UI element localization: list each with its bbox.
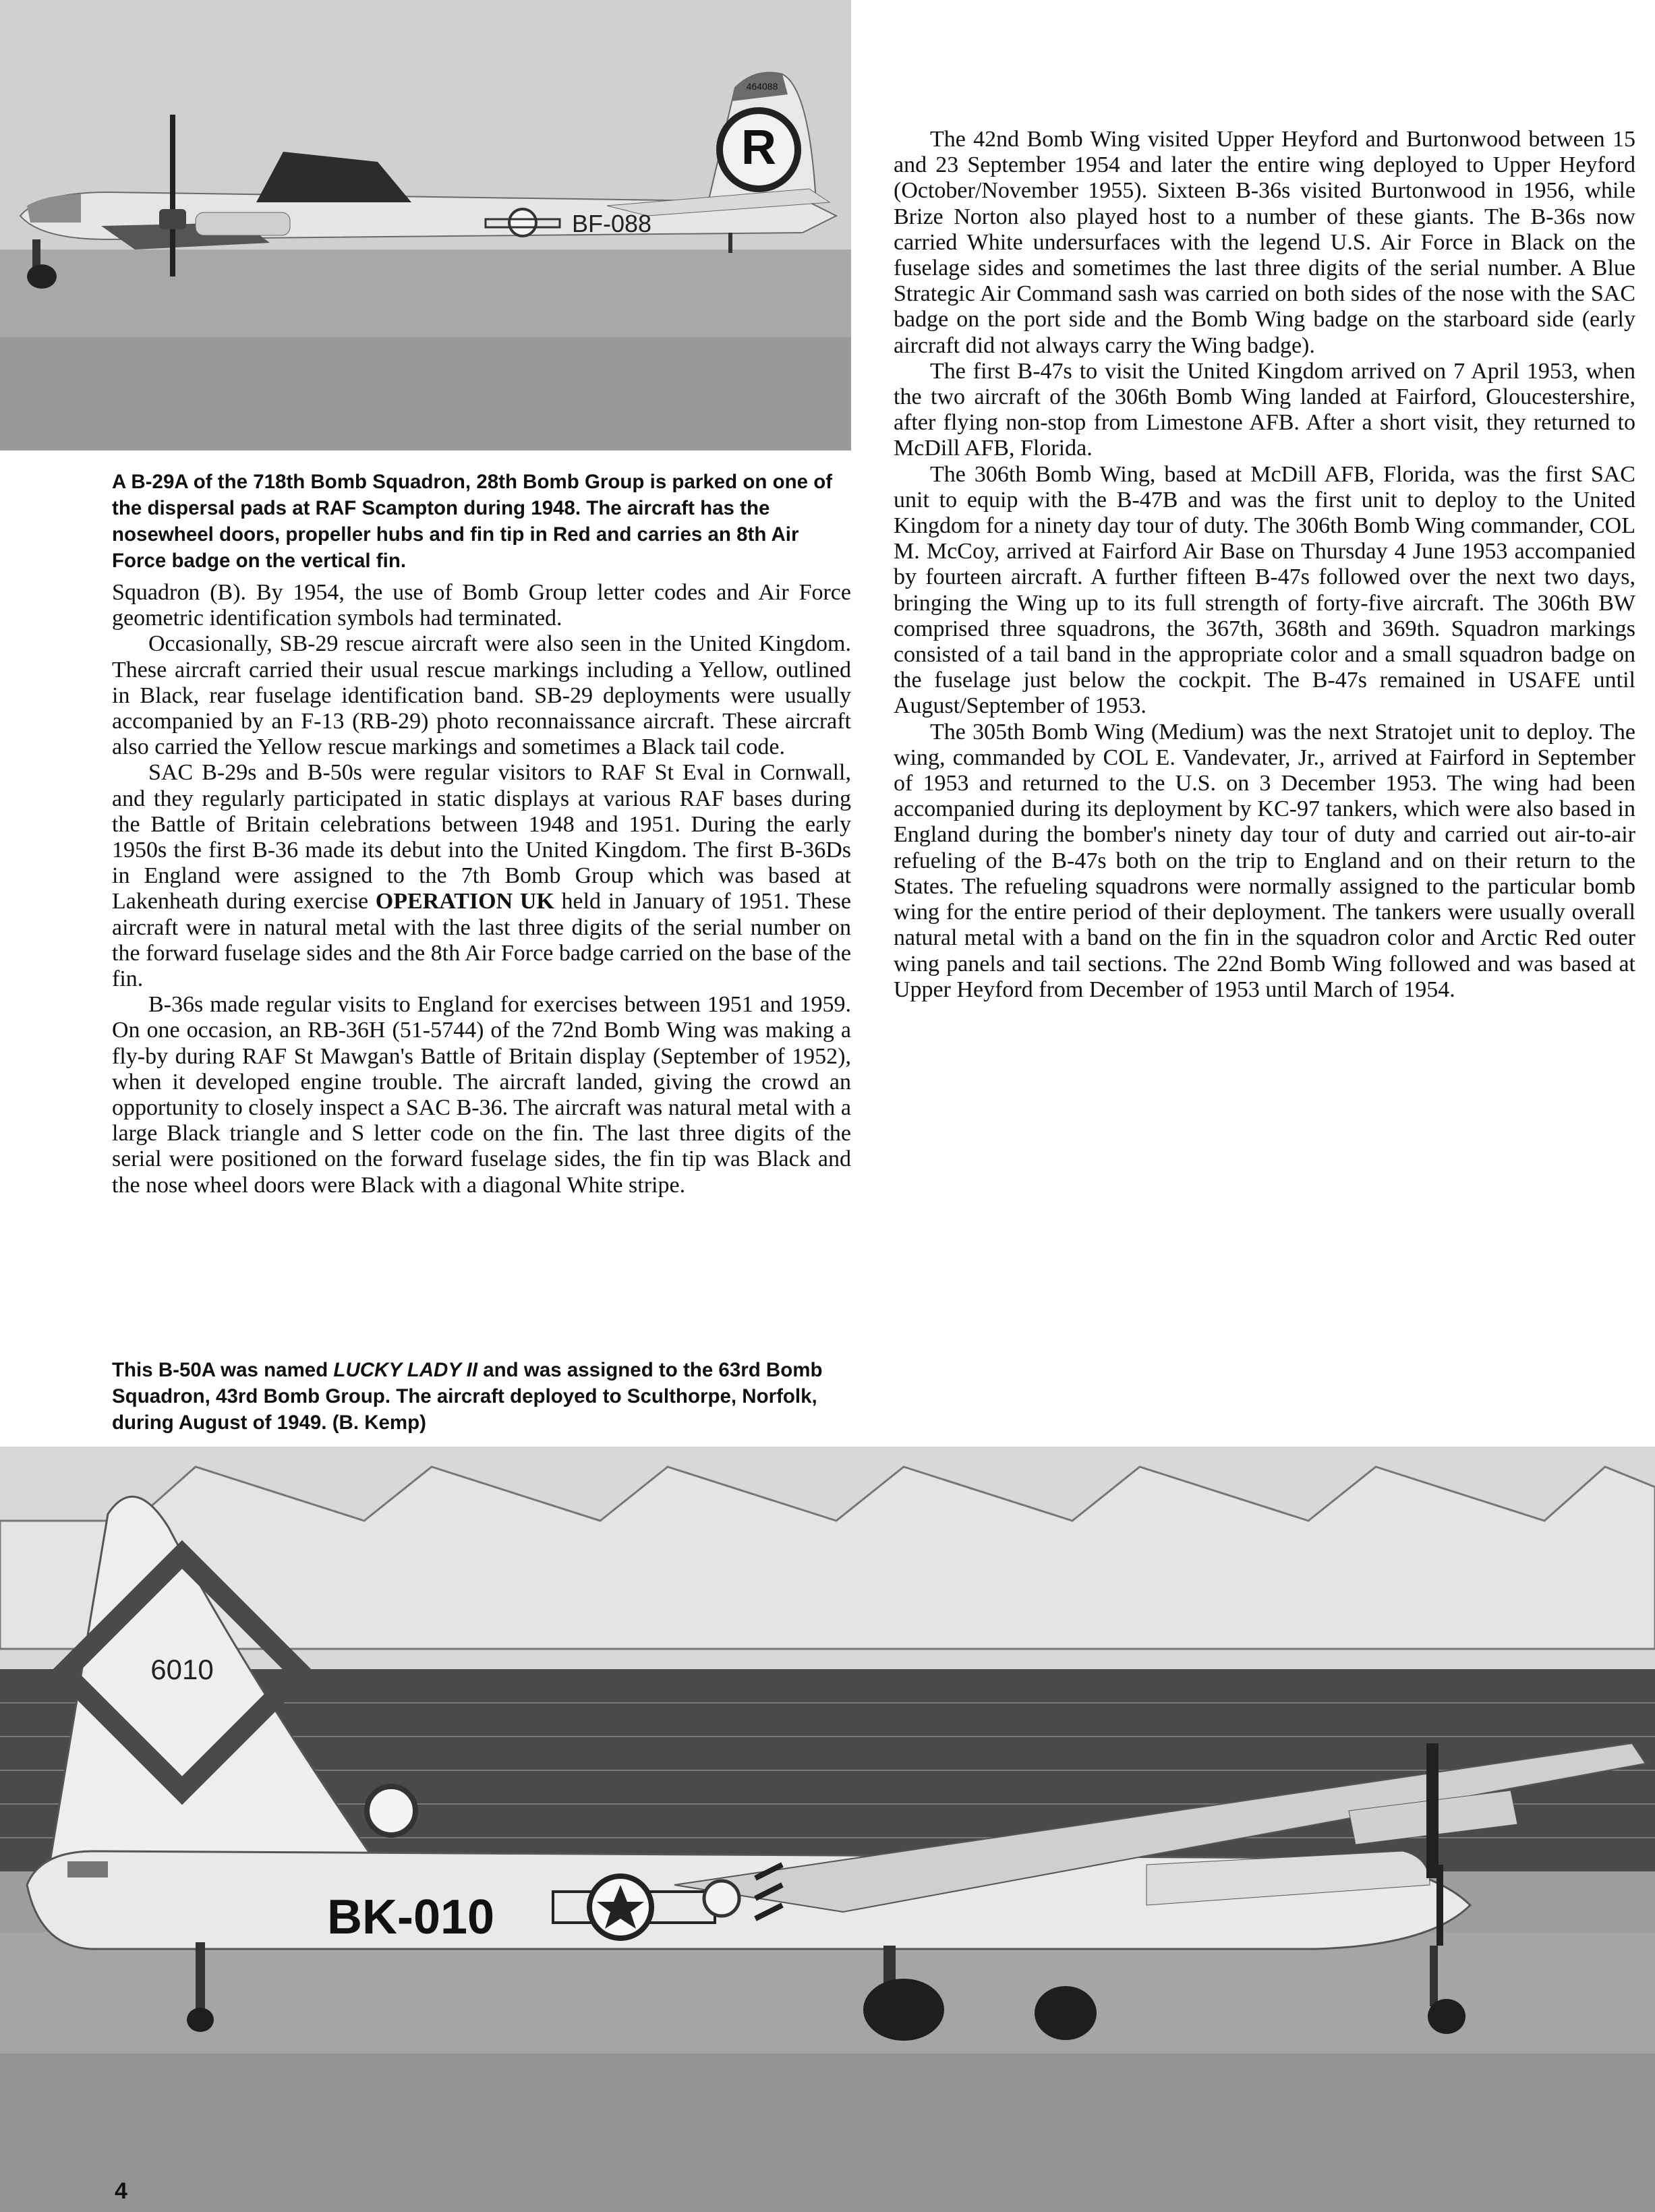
right-paragraph: The 42nd Bomb Wing visited Upper Heyford and Burtonwood between 15 and 23 September 1954 and later the entire wing deployed to Upper Heyford (October/November 1955). Sixteen B-36s visited Burtonwood in 1956, while Brize Norton also played host to a number of these giants. The B-36s now carried White undersurfaces with the legend U.S. Air Force in Black on the fuselage sides and sometimes the last three digits of the serial number. A Blue Strategic Air Command sash was carried on both sides of the nose with the SAC badge on the port side and the Bomb Wing badge on the starboard side (early aircraft did not always carry the Wing badge). bbox=[894, 127, 1635, 358]
b29-photo-art bbox=[0, 0, 851, 450]
tail-code: BF-088 bbox=[572, 210, 652, 237]
bottom-photo-caption bbox=[112, 1357, 851, 1436]
b29-photo bbox=[0, 0, 851, 450]
b50-photo-art bbox=[0, 1447, 1655, 2212]
b50-photo bbox=[0, 1447, 1655, 2212]
operation-name: OPERATION UK bbox=[375, 889, 554, 914]
text-run: This B-50A was named bbox=[112, 1359, 334, 1381]
left-paragraph: B-36s made regular visits to England for exercises between 1951 and 1959. On one occasion, an RB-36H (51-5744) of the 72nd Bomb Wing was making a fly-by during RAF St Mawgan's Battle of Britain display (September of 1952), when it developed engine trouble. The aircraft landed, giving the crowd an opportunity to closely inspect a SAC B-36. The aircraft was natural metal with a large Black triangle and S letter code on the fin. The last three digits of the serial were positioned on the forward fuselage sides, the fin tip was Black and the nose wheel doors were Black with a diagonal White stripe. bbox=[112, 992, 851, 1198]
right-paragraph: The 305th Bomb Wing (Medium) was the next Stratojet unit to deploy. The wing, commanded by COL E. Vandevater, Jr., arrived at Fairford in September of 1953 and returned to the U.S. on 3 December 1953. The wing had been accompanied during its deployment by KC-97 tankers, which were also based in England during the bomber's ninety day tour of duty and carried out air-to-air refueling of the B-47s both on the trip to England and on their return to the States. The refueling squadrons were normally assigned to the particular bomb wing for the entire period of their deployment. The tankers were usually overall natural metal with a band on the fin in the squadron color and Arctic Red outer wing panels and tail sections. The 22nd Bomb Wing followed and was based at Upper Heyford from December of 1953 until March of 1954. bbox=[894, 719, 1635, 1002]
fin-letter: R bbox=[741, 121, 776, 175]
left-paragraph: Occasionally, SB-29 rescue aircraft were also seen in the United Kingdom. These aircraft carried their usual rescue markings including a Yellow, outlined in Black, rear fuselage identification band. SB-29 deployments were usually accompanied by an F-13 (RB-29) photo reconnaissance aircraft. These aircraft also carried the Yellow rescue markings and sometimes a Black tail code. bbox=[112, 631, 851, 760]
fin-serial: 464088 bbox=[746, 81, 778, 92]
text-run: held in January of 1951. These aircraft were in natural metal with the last three digits of the serial number on the forward fuselage sides and the 8th Air Force badge carried on the base of the fin. bbox=[112, 889, 852, 992]
text-run: SAC B-29s and B-50s were regular visitors to RAF St Eval in Cornwall, and they regularly participated in static displays at various RAF bases during the Battle of Britain celebrations between 1948 and 1951. During the early 1950s the first B-36 made its debut into the United Kingdom. The first B-36Ds in England were assigned to the 7th Bomb Group which was based at Lakenheath during exercise bbox=[112, 760, 851, 914]
left-paragraph: Squadron (B). By 1954, the use of Bomb Group letter codes and Air Force geometric identification symbols had terminated. bbox=[112, 580, 851, 631]
aircraft-name: LUCKY LADY II bbox=[333, 1359, 478, 1381]
top-photo-caption: A B-29A of the 718th Bomb Squadron, 28th Bomb Group is parked on one of the dispersal pads at RAF Scampton during 1948. The aircraft has the nosewheel doors, propeller hubs and fin tip in Red and carries an 8th Air Force badge on the vertical fin. bbox=[112, 471, 833, 572]
right-paragraph: The first B-47s to visit the United Kingdom arrived on 7 April 1953, when the two aircraft of the 306th Bomb Wing landed at Fairford, Gloucestershire, after flying non-stop from Limestone AFB. After a short visit, they returned to McDill AFB, Florida. bbox=[894, 358, 1635, 461]
fin-number: 6010 bbox=[150, 1654, 214, 1685]
left-paragraph bbox=[112, 760, 851, 992]
right-paragraph: The 306th Bomb Wing, based at McDill AFB, Florida, was the first SAC unit to equip with the B-47B and was the first unit to deploy to the United Kingdom for a ninety day tour of duty. The 306th Bomb Wing commander, COL M. McCoy, arrived at Fairford Air Base on Thursday 4 June 1953 accompanied by fourteen aircraft. A further fifteen B-47s followed over the next two days, bringing the Wing up to its full strength of forty-five aircraft. The 306th BW comprised three squadrons, the 367th, 368th and 369th. Squadron markings consisted of a tail band in the appropriate color and a small squadron badge on the fuselage just below the cockpit. The B-47s remained in USAFE until August/September of 1953. bbox=[894, 461, 1635, 719]
left-column bbox=[112, 580, 851, 1198]
right-column bbox=[894, 127, 1635, 1003]
tail-code: BK-010 bbox=[327, 1890, 495, 1944]
page-number: 4 bbox=[115, 2178, 127, 2204]
text-run: and was assigned to the 63rd Bomb Squadron, 43rd Bomb Group. The aircraft deployed to Sculthorpe, Norfolk, during August of 1949. (B. Kemp) bbox=[112, 1359, 823, 1434]
